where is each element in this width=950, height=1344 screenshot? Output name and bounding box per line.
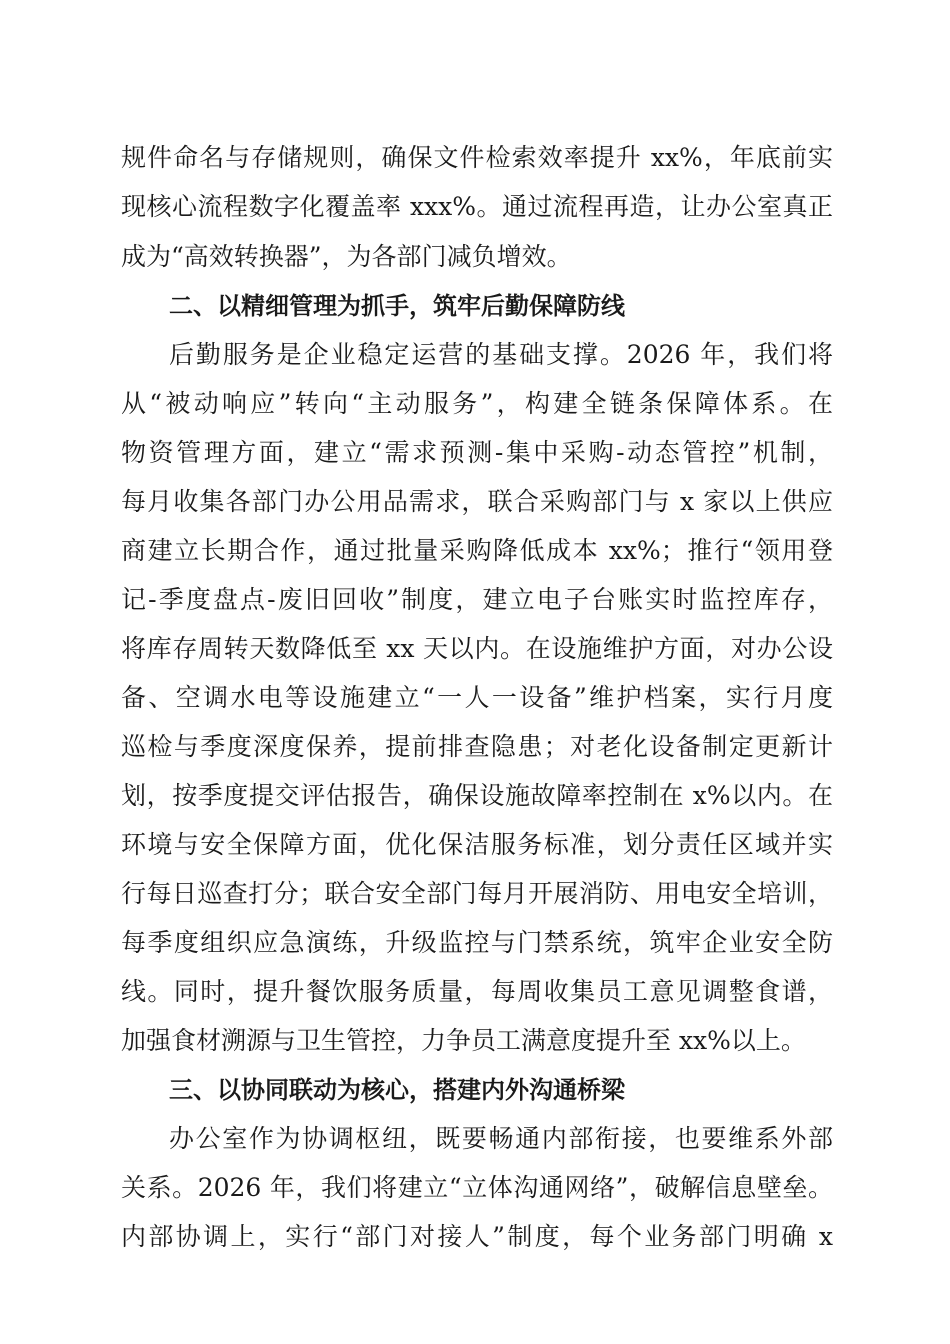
paragraph-2-line-9: 巡检与季度深度保养，提前排查隐患；对老化设备制定更新计 <box>121 732 833 761</box>
paragraph-2-line-7: 将库存周转天数降低至 xx 天以内。在设施维护方面，对办公设 <box>121 634 833 663</box>
paragraph-2-line-2: 从“被动响应”转向“主动服务”，构建全链条保障体系。在 <box>121 389 833 418</box>
paragraph-1-line-1: 规件命名与存储规则，确保文件检索效率提升 xx%，年底前实 <box>121 143 833 172</box>
paragraph-2-line-15: 加强食材溯源与卫生管控，力争员工满意度提升至 xx%以上。 <box>121 1026 806 1055</box>
paragraph-2-line-12: 行每日巡查打分；联合安全部门每月开展消防、用电安全培训， <box>121 879 833 908</box>
paragraph-3-line-2: 关系。2026 年，我们将建立“立体沟通网络”，破解信息壁垒。 <box>121 1173 833 1202</box>
paragraph-2-line-11: 环境与安全保障方面，优化保洁服务标准，划分责任区域并实 <box>121 830 833 859</box>
section-heading-2: 二、以精细管理为抓手，筑牢后勤保障防线 <box>169 292 625 320</box>
paragraph-3-line-3: 内部协调上，实行“部门对接人”制度，每个业务部门明确 x <box>121 1222 833 1251</box>
section-heading-3: 三、以协同联动为核心，搭建内外沟通桥梁 <box>169 1076 625 1104</box>
paragraph-2-line-14: 线。同时，提升餐饮服务质量，每周收集员工意见调整食谱， <box>121 977 833 1006</box>
paragraph-3-line-1: 办公室作为协调枢纽，既要畅通内部衔接，也要维系外部 <box>169 1124 833 1153</box>
paragraph-2-line-4: 每月收集各部门办公用品需求，联合采购部门与 x 家以上供应 <box>121 487 833 516</box>
paragraph-2-line-6: 记-季度盘点-废旧回收”制度，建立电子台账实时监控库存， <box>121 585 833 614</box>
paragraph-2-line-1: 后勤服务是企业稳定运营的基础支撑。2026 年，我们将 <box>169 340 833 369</box>
paragraph-1-line-2: 现核心流程数字化覆盖率 xxx%。通过流程再造，让办公室真正 <box>121 192 833 221</box>
paragraph-1-line-3: 成为“高效转换器”，为各部门减负增效。 <box>121 242 572 271</box>
paragraph-2-line-3: 物资管理方面，建立“需求预测-集中采购-动态管控”机制， <box>121 438 833 467</box>
paragraph-2-line-5: 商建立长期合作，通过批量采购降低成本 xx%；推行“领用登 <box>121 536 833 565</box>
paragraph-2-line-8: 备、空调水电等设施建立“一人一设备”维护档案，实行月度 <box>121 683 833 712</box>
paragraph-2-line-10: 划，按季度提交评估报告，确保设施故障率控制在 x%以内。在 <box>121 781 833 810</box>
paragraph-2-line-13: 每季度组织应急演练，升级监控与门禁系统，筑牢企业安全防 <box>121 928 833 957</box>
